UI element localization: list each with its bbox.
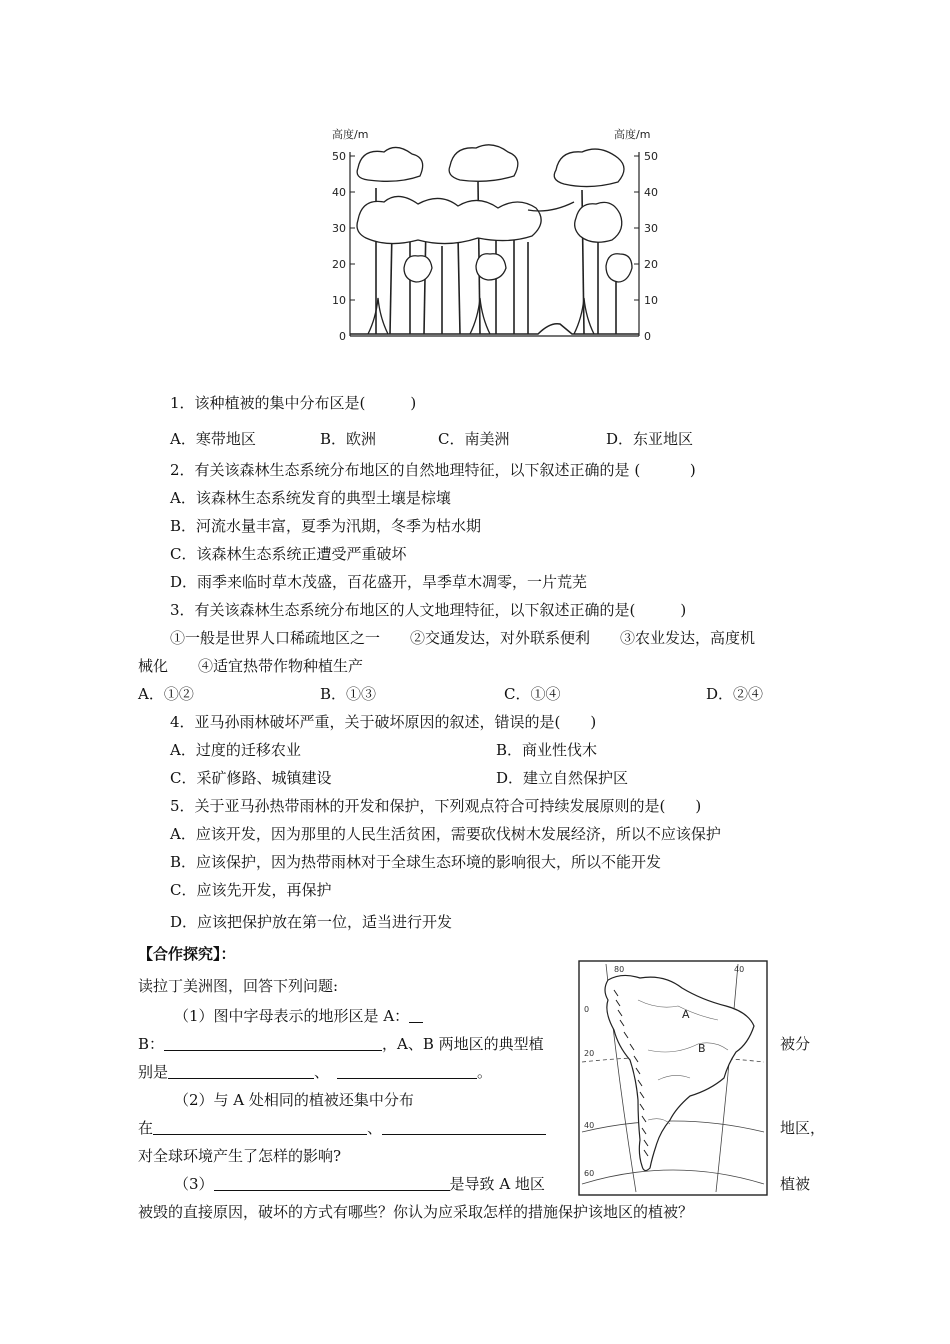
tick-left-0: 0: [339, 330, 346, 343]
coop-s1-start: （1）图中字母表示的地形区是 A：: [174, 1007, 410, 1025]
coop-s1-right: 被分: [780, 1035, 811, 1053]
coop-s2-right: 地区，: [780, 1119, 826, 1137]
q4-option-d[interactable]: D．建立自然保护区: [496, 769, 629, 787]
q3-statements-line2: 械化 ④适宜热带作物种植生产: [138, 657, 364, 675]
blank-b-vegetation[interactable]: [337, 1062, 477, 1079]
blank-b-landform[interactable]: [164, 1034, 382, 1051]
blank-a-landform[interactable]: [409, 1006, 423, 1023]
rainforest-profile-figure: [328, 118, 664, 350]
map-label-b: B: [698, 1042, 706, 1055]
coop-s3-right: 植被: [780, 1175, 811, 1193]
map-lon-80: 80: [614, 965, 625, 974]
coop-heading: 【合作探究】：: [138, 945, 236, 963]
map-lat-20: 20: [584, 1049, 595, 1058]
coop-s2-line2: [138, 1118, 546, 1138]
latin-america-map: [578, 960, 768, 1196]
coop-s2-prefix: 在: [138, 1119, 154, 1137]
blank-a-vegetation[interactable]: [168, 1062, 314, 1079]
coop-s3-start: （3）: [174, 1175, 214, 1193]
map-lat-0: 0: [584, 1005, 590, 1014]
q3-option-d[interactable]: D．②④: [706, 685, 764, 703]
axis-left-label: 高度/m: [332, 128, 369, 141]
tick-right-40: 40: [644, 186, 658, 199]
q2-option-d[interactable]: D．雨季来临时草木茂盛，百花盛开，旱季草木凋零，一片荒芜: [170, 573, 588, 591]
blank-region-1[interactable]: [153, 1118, 367, 1135]
tick-right-0: 0: [644, 330, 651, 343]
coop-s3-line1: [174, 1174, 545, 1194]
q5-option-d[interactable]: D．应该把保护放在第一位，适当进行开发: [170, 913, 453, 931]
tick-right-10: 10: [644, 294, 658, 307]
q2-stem: 2．有关该森林生态系统分布地区的自然地理特征，以下叙述正确的是 ( ): [170, 461, 696, 479]
q5-stem: 5．关于亚马孙热带雨林的开发和保护，下列观点符合可持续发展原则的是( ): [170, 797, 702, 815]
blank-region-2[interactable]: [382, 1118, 546, 1135]
q5-option-c[interactable]: C．应该先开发，再保护: [170, 881, 332, 899]
q1-stem: 1．该种植被的集中分布区是( ): [170, 394, 417, 412]
coop-s2-start: （2）与 A 处相同的植被还集中分布: [174, 1091, 414, 1109]
coop-s1-line2: [138, 1034, 544, 1054]
tick-left-10: 10: [332, 294, 346, 307]
coop-s2-sep: 、: [367, 1119, 383, 1137]
tick-left-30: 30: [332, 222, 346, 235]
q3-option-c[interactable]: C．①④: [504, 685, 561, 703]
q2-option-b[interactable]: B．河流水量丰富，夏季为汛期，冬季为枯水期: [170, 517, 482, 535]
coop-s1-sep: 、: [314, 1063, 330, 1081]
q3-stem: 3．有关该森林生态系统分布地区的人文地理特征，以下叙述正确的是( ): [170, 601, 687, 619]
q4-option-b[interactable]: B．商业性伐木: [496, 741, 598, 759]
blank-direct-cause[interactable]: [214, 1174, 450, 1191]
tick-left-20: 20: [332, 258, 346, 271]
coop-intro: 读拉丁美洲图，回答下列问题:: [138, 977, 339, 995]
map-label-a: A: [682, 1008, 690, 1021]
q1-option-b[interactable]: B．欧洲: [320, 430, 377, 448]
coop-s1-mid: ，A、B 两地区的典型植: [382, 1035, 544, 1053]
tree-drawing: [350, 145, 639, 334]
q3-statements-line1: ①一般是世界人口稀疏地区之一 ②交通发达，对外联系便利 ③农业发达，高度机: [170, 629, 756, 647]
coop-s1-b-prefix: B：: [138, 1035, 165, 1053]
coop-s1-line3-prefix: 别是: [138, 1063, 169, 1081]
q5-option-b[interactable]: B．应该保护，因为热带雨林对于全球生态环境的影响很大，所以不能开发: [170, 853, 662, 871]
q4-option-c[interactable]: C．采矿修路、城镇建设: [170, 769, 332, 787]
tick-right-50: 50: [644, 150, 658, 163]
q2-option-a[interactable]: A．该森林生态系统发育的典型土壤是棕壤: [170, 489, 451, 507]
coop-s2-end: 对全球环境产生了怎样的影响?: [138, 1147, 342, 1165]
coop-s1-line3: [138, 1062, 492, 1082]
q3-option-a[interactable]: A．①②: [138, 685, 194, 703]
q4-option-a[interactable]: A．过度的迁移农业: [170, 741, 301, 759]
tick-left-40: 40: [332, 186, 346, 199]
coop-s1-line1: [174, 1006, 423, 1026]
coop-s3-mid: 是导致 A 地区: [449, 1175, 545, 1193]
q1-option-a[interactable]: A．寒带地区: [170, 430, 256, 448]
q5-option-a[interactable]: A．应该开发，因为那里的人民生活贫困，需要砍伐树木发展经济，所以不应该保护: [170, 825, 721, 843]
tick-left-50: 50: [332, 150, 346, 163]
map-lon-40: 40: [734, 965, 745, 974]
q2-option-c[interactable]: C．该森林生态系统正遭受严重破坏: [170, 545, 407, 563]
map-lat-40: 40: [584, 1121, 595, 1130]
map-lat-60: 60: [584, 1169, 595, 1178]
tick-right-30: 30: [644, 222, 658, 235]
q3-option-b[interactable]: B．①③: [320, 685, 377, 703]
q1-option-d[interactable]: D．东亚地区: [606, 430, 694, 448]
axis-right-label: 高度/m: [614, 128, 651, 141]
q1-option-c[interactable]: C．南美洲: [438, 430, 510, 448]
coop-s1-end: 。: [477, 1063, 493, 1081]
tick-right-20: 20: [644, 258, 658, 271]
coop-s3-end: 被毁的直接原因，破坏的方式有哪些？你认为应采取怎样的措施保护该地区的植被？: [138, 1203, 694, 1221]
q4-stem: 4．亚马孙雨林破坏严重，关于破坏原因的叙述，错误的是( ): [170, 713, 597, 731]
